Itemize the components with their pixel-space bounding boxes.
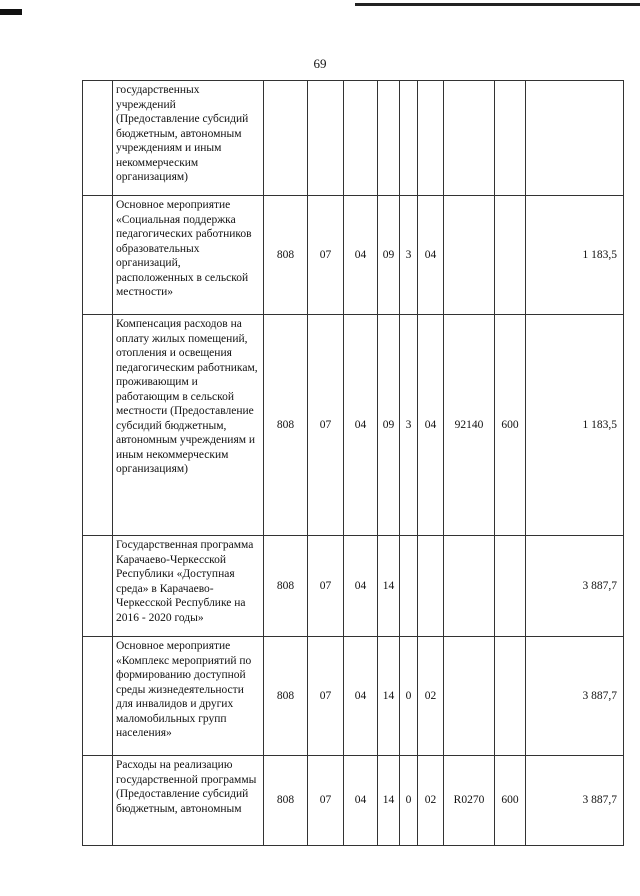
table-row <box>83 637 624 756</box>
cell-program <box>378 81 400 196</box>
cell-direction: R0270 <box>444 756 495 846</box>
cell-amount: 3 887,7 <box>526 536 624 637</box>
cell-ministry <box>264 81 308 196</box>
cell-direction <box>444 637 495 756</box>
cell-section: 07 <box>308 315 344 536</box>
cell-section: 07 <box>308 536 344 637</box>
row-name: государственных учреждений (Предоставление субсидий бюджетным, автономным учреждениям и иным некоммерческим организациям) <box>113 81 264 196</box>
table-row <box>83 81 624 196</box>
cell-section: 07 <box>308 196 344 315</box>
cell-activity <box>418 81 444 196</box>
blank-cell <box>83 315 113 536</box>
cell-expense-type: 600 <box>495 756 526 846</box>
cell-ministry: 808 <box>264 637 308 756</box>
cell-direction: 92140 <box>444 315 495 536</box>
row-name: Основное мероприятие «Социальная поддержка педагогических работников образовательных организаций, расположенных в сельской местности» <box>113 196 264 315</box>
cell-section: 07 <box>308 637 344 756</box>
cell-subsection: 04 <box>344 315 378 536</box>
cell-amount: 1 183,5 <box>526 315 624 536</box>
cell-subsection: 04 <box>344 756 378 846</box>
cell-program: 14 <box>378 756 400 846</box>
cell-subsection: 04 <box>344 536 378 637</box>
cell-subsection <box>344 81 378 196</box>
row-name: Компенсация расходов на оплату жилых помещений, отопления и освещения педагогическим работникам, проживающим и работающим в сельской местности (Предоставление субсидий бюджетным, автономным учреждениям и иным некоммерческим организациям) <box>113 315 264 536</box>
blank-cell <box>83 756 113 846</box>
cell-program: 09 <box>378 196 400 315</box>
cell-expense-type <box>495 81 526 196</box>
cell-subprogram <box>400 81 418 196</box>
cell-amount <box>526 81 624 196</box>
cell-ministry: 808 <box>264 196 308 315</box>
cell-program: 14 <box>378 637 400 756</box>
cell-expense-type <box>495 196 526 315</box>
cell-expense-type <box>495 536 526 637</box>
cell-amount: 3 887,7 <box>526 637 624 756</box>
cell-subprogram: 3 <box>400 315 418 536</box>
cell-section <box>308 81 344 196</box>
cell-expense-type <box>495 637 526 756</box>
cell-direction <box>444 81 495 196</box>
cell-activity: 04 <box>418 315 444 536</box>
cell-ministry: 808 <box>264 536 308 637</box>
cell-subprogram: 0 <box>400 756 418 846</box>
table-row <box>83 315 624 536</box>
cell-amount: 1 183,5 <box>526 196 624 315</box>
cell-subprogram: 3 <box>400 196 418 315</box>
cell-subprogram <box>400 536 418 637</box>
cell-program: 14 <box>378 536 400 637</box>
cell-activity <box>418 536 444 637</box>
cell-direction <box>444 196 495 315</box>
cell-activity: 04 <box>418 196 444 315</box>
blank-cell <box>83 196 113 315</box>
cell-direction <box>444 536 495 637</box>
cell-amount: 3 887,7 <box>526 756 624 846</box>
budget-table <box>82 80 624 846</box>
table-row <box>83 756 624 846</box>
cell-subprogram: 0 <box>400 637 418 756</box>
cell-activity: 02 <box>418 637 444 756</box>
row-name: Расходы на реализацию государственной программы (Предоставление субсидий бюджетным, автономным <box>113 756 264 846</box>
scan-artifact-top-line <box>355 3 640 6</box>
row-name: Основное мероприятие «Комплекс мероприятий по формированию доступной среды жизнедеятельности для инвалидов и других маломобильных групп населения» <box>113 637 264 756</box>
cell-activity: 02 <box>418 756 444 846</box>
cell-program: 09 <box>378 315 400 536</box>
cell-ministry: 808 <box>264 315 308 536</box>
cell-subsection: 04 <box>344 637 378 756</box>
page-number: 69 <box>313 56 327 71</box>
cell-expense-type: 600 <box>495 315 526 536</box>
blank-cell <box>83 637 113 756</box>
cell-subsection: 04 <box>344 196 378 315</box>
blank-cell <box>83 536 113 637</box>
table-row <box>83 196 624 315</box>
row-name: Государственная программа Карачаево-Черкесской Республики «Доступная среда» в Карачаево-Черкесской Республике на 2016 - 2020 годы» <box>113 536 264 637</box>
table-row <box>83 536 624 637</box>
blank-cell <box>83 81 113 196</box>
scan-artifact-left <box>0 9 22 15</box>
cell-section: 07 <box>308 756 344 846</box>
cell-ministry: 808 <box>264 756 308 846</box>
